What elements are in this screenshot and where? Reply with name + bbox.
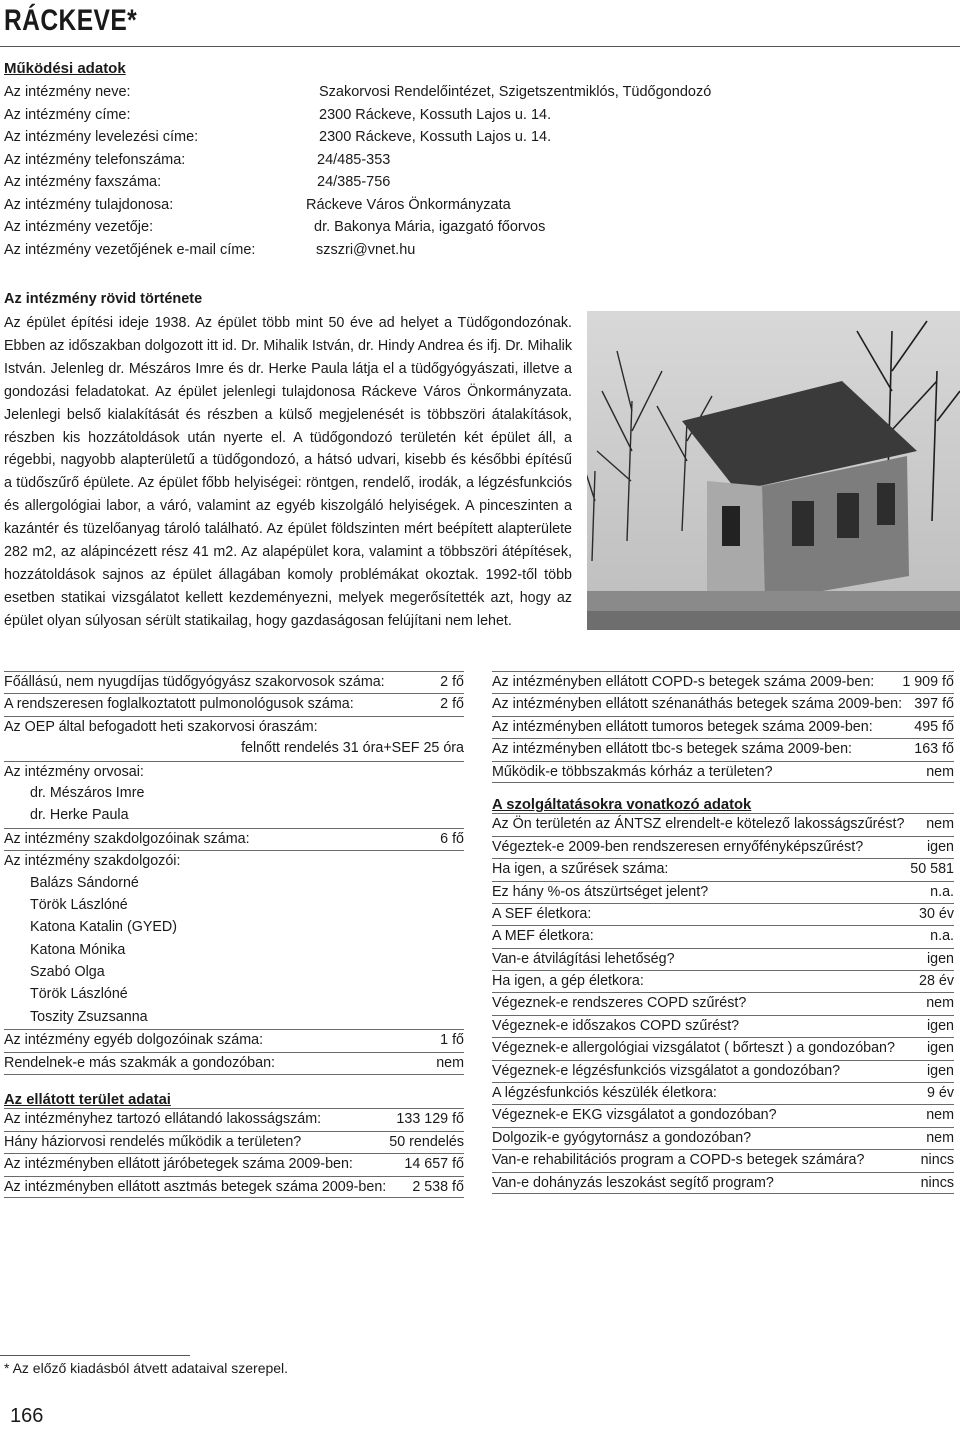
row-value: 1 fő	[440, 1032, 464, 1049]
info-value: 24/485-353	[317, 151, 391, 168]
row-label: Végeztek-e 2009-ben rendszeresen ernyőfényképszűrést?	[492, 838, 864, 855]
operational-data-section	[4, 60, 724, 261]
info-row-email	[4, 239, 724, 262]
service-row	[492, 813, 954, 835]
row-value: igen	[926, 1040, 954, 1057]
patients-row	[492, 716, 954, 738]
service-row	[492, 1082, 954, 1104]
row-value: 6 fő	[440, 830, 464, 847]
operational-data-title: Működési adatok	[4, 60, 126, 77]
specialist-item	[4, 873, 464, 895]
spacer	[4, 1074, 464, 1086]
row-label: Az intézményben ellátott tbc-s betegek száma 2009-ben:	[492, 741, 853, 758]
service-row	[492, 836, 954, 858]
row-label: Az intézmény szakdolgozóinak száma:	[4, 830, 250, 847]
info-label: Az intézmény faxszáma:	[4, 174, 162, 190]
specialist-name: Toszity Zsuzsanna	[30, 1008, 148, 1025]
doctor-item	[4, 783, 464, 805]
patients-row	[492, 671, 954, 693]
row-value: igen	[926, 838, 954, 855]
service-row	[492, 948, 954, 970]
row-value: felnőtt rendelés 31 óra+SEF 25 óra	[241, 740, 464, 757]
row-label: Az intézmény szakdolgozói:	[4, 853, 181, 870]
other-profession-row	[4, 1052, 464, 1074]
spacer	[492, 783, 954, 791]
row-label: A MEF életkora:	[492, 928, 594, 945]
info-row-mail-address	[4, 126, 724, 149]
row-value: nem	[926, 816, 954, 833]
row-label: Van-e átvilágítási lehetőség?	[492, 950, 675, 967]
building-photo	[587, 311, 960, 630]
row-label: Főállású, nem nyugdíjas tüdőgyógyász szakorvosok száma:	[4, 674, 385, 690]
specialist-item	[4, 895, 464, 917]
row-label: A légzésfunkciós készülék életkora:	[492, 1085, 717, 1102]
row-value: 397 fő	[914, 696, 954, 713]
row-label: Az intézményben ellátott COPD-s betegek száma 2009-ben:	[492, 674, 875, 690]
info-value: 24/385-756	[317, 174, 391, 190]
specialist-name: Szabó Olga	[30, 964, 105, 981]
service-row	[492, 1149, 954, 1171]
row-value: nincs	[920, 1174, 954, 1191]
right-column	[492, 671, 954, 1194]
row-label: Az intézmény egyéb dolgozóinak száma:	[4, 1032, 264, 1049]
doctor-item	[4, 805, 464, 827]
service-row	[492, 1060, 954, 1082]
row-value: 50 581	[910, 861, 954, 878]
row-value: igen	[926, 950, 954, 967]
specialist-item	[4, 1007, 464, 1029]
page-title: RÁCKEVE*	[4, 4, 138, 37]
info-value: 2300 Ráckeve, Kossuth Lajos u. 14.	[319, 106, 552, 123]
row-label: Az intézményben ellátott asztmás betegek száma 2009-ben:	[4, 1178, 387, 1195]
specialist-name: Katona Katalin (GYED)	[30, 919, 178, 936]
staff-row	[4, 671, 464, 693]
info-row-address	[4, 104, 724, 127]
row-value: 30 év	[919, 905, 954, 922]
service-row	[492, 1127, 954, 1149]
service-row	[492, 858, 954, 880]
row-value: nem	[926, 763, 954, 780]
row-value: 1 909 fő	[902, 674, 954, 690]
row-value: nem	[926, 995, 954, 1012]
row-value: nem	[436, 1054, 464, 1071]
history-section	[4, 290, 572, 633]
row-value: 163 fő	[914, 741, 954, 758]
row-value: 50 rendelés	[389, 1133, 464, 1150]
specialist-name: Balázs Sándorné	[30, 874, 139, 891]
services-section-title: A szolgáltatásokra vonatkozó adatok	[492, 796, 752, 813]
specialist-item	[4, 940, 464, 962]
info-label: Az intézmény levelezési címe:	[4, 129, 199, 145]
row-value: nem	[926, 1129, 954, 1146]
row-label: Van-e rehabilitációs program a COPD-s betegek számára?	[492, 1152, 865, 1169]
row-label: Van-e dohányzás leszokást segítő program?	[492, 1174, 774, 1191]
specialist-item	[4, 917, 464, 939]
doctors-row	[4, 761, 464, 783]
page-number: 166	[10, 1405, 44, 1427]
service-row	[492, 903, 954, 925]
doctor-name: dr. Herke Paula	[30, 807, 129, 824]
specialist-name: Török Lászlóné	[30, 986, 128, 1003]
footnote: * Az előző kiadásból átvett adataival szerepel.	[4, 1360, 289, 1376]
specialists-count-row	[4, 828, 464, 850]
row-label: Végeznek-e EKG vizsgálatot a gondozóban?	[492, 1107, 777, 1124]
oep-row	[4, 716, 464, 738]
row-value: igen	[926, 1017, 954, 1034]
row-label: Az intézmény orvosai:	[4, 763, 144, 780]
service-row	[492, 970, 954, 992]
row-label: Ha igen, a gép életkora:	[492, 973, 644, 990]
patients-row	[492, 738, 954, 760]
row-label: Végeznek-e időszakos COPD szűrést?	[492, 1017, 740, 1034]
patients-row	[492, 761, 954, 783]
specialist-name: Török Lászlóné	[30, 896, 128, 913]
row-value: 133 129 fő	[396, 1111, 464, 1128]
other-staff-row	[4, 1029, 464, 1051]
info-label: Az intézmény vezetőjének e-mail címe:	[4, 241, 256, 258]
title-divider	[0, 46, 960, 47]
row-value: 9 év	[926, 1085, 954, 1102]
footnote-divider	[0, 1355, 190, 1356]
info-label: Az intézmény tulajdonosa:	[4, 196, 174, 213]
specialist-item	[4, 962, 464, 984]
row-label: Végeznek-e allergológiai vizsgálatot ( bőrteszt ) a gondozóban?	[492, 1040, 895, 1057]
history-text: Az épület építési ideje 1938. Az épület több mint 50 éve ad helyet a Tüdőgondozónak. Ebben az időszakban dolgozott itt id. Dr. Mihalik István, dr. Hindy Andrea és ifj. Dr. Mihalik István. Jelenleg dr. Mészáros Imre és dr. Herke Paula látja el a tüdőgyógyászati, illetve a gondozási feladatokat. Az épület jelenlegi tulajdonosa Ráckeve Város Önkormányzata. Jelenlegi belső kialakítását és részben a külső megjelenését is többszöri átalakítások, részben kis hozzátoldások után nyerte el. A tüdőgondozó területén két épület áll, a régebbi, nagyobb alapterületű a tüdőgondozó, a hátsó udvari, kisebb és későbbi építésű a tüdőszűrő épülete. Az épület főbb helyiségei: röntgen, rendelő, irodák, a légzésfunkciós és allergológiai labor, a váró, valamint az egyéb kiszolgáló helyiségek. A pinceszinten a kazántér és tüzelőanyag tároló található. Az épület földszinten mért beépített alapterülete 282 m2, az alápincézett rész 41 m2. Az alapépület kora, valamint a többszöri átépítések, hozzátoldások sajnos az épület állagában komoly problémákat okoztak. 1992-től több esetben statikai vizsgálatot kellett kezdeményezni, melyek megerősítették azt, hogy az épület olyan súlyosan sérült statikailag, hogy gazdaságosan felújítani nem lehet.	[4, 315, 572, 629]
row-label: Dolgozik-e gyógytornász a gondozóban?	[492, 1129, 752, 1146]
doctor-name: dr. Mészáros Imre	[30, 784, 145, 801]
row-value: 28 év	[919, 973, 954, 990]
info-label: Az intézmény címe:	[4, 106, 131, 123]
row-value: 495 fő	[914, 718, 954, 735]
row-label: Az intézményben ellátott járóbetegek száma 2009-ben:	[4, 1156, 353, 1173]
info-value: szszri@vnet.hu	[316, 241, 416, 258]
area-row	[4, 1131, 464, 1153]
history-title: Az intézmény rövid története	[4, 291, 203, 307]
row-label: Ez hány %-os átszürtséget jelent?	[492, 883, 709, 900]
info-label: Az intézmény vezetője:	[4, 219, 154, 235]
row-label: Végeznek-e légzésfunkciós vizsgálatot a gondozóban?	[492, 1062, 841, 1079]
row-value: igen	[926, 1062, 954, 1079]
info-label: Az intézmény neve:	[4, 84, 131, 100]
row-label: A SEF életkora:	[492, 905, 592, 922]
service-row	[492, 925, 954, 947]
row-label: Végeznek-e rendszeres COPD szűrést?	[492, 995, 747, 1012]
row-value: n.a.	[930, 883, 954, 900]
info-row-owner	[4, 194, 724, 217]
area-row	[4, 1108, 464, 1130]
info-row-phone	[4, 149, 724, 172]
info-row-director	[4, 216, 724, 239]
patients-row	[492, 693, 954, 715]
row-value: 2 538 fő	[412, 1178, 464, 1195]
info-label: Az intézmény telefonszáma:	[4, 151, 186, 168]
row-value: 2 fő	[440, 696, 464, 713]
info-value: Szakorvosi Rendelőintézet, Szigetszentmiklós, Tüdőgondozó	[319, 84, 712, 100]
service-row	[492, 1172, 954, 1194]
area-section-title: Az ellátott terület adatai	[4, 1092, 171, 1109]
row-label: Az intézményben ellátott szénanáthás betegek száma 2009-ben:	[492, 696, 903, 713]
info-value: Ráckeve Város Önkormányzata	[306, 196, 511, 213]
info-row-name	[4, 81, 724, 104]
row-label: Rendelnek-e más szakmák a gondozóban:	[4, 1054, 276, 1071]
row-label: Működik-e többszakmás kórház a területen?	[492, 763, 773, 780]
row-label: Az Ön területén az ÁNTSZ elrendelt-e kötelező lakosságszűrést?	[492, 816, 905, 833]
row-value: nincs	[920, 1152, 954, 1169]
row-label: Az intézményhez tartozó ellátandó lakosságszám:	[4, 1111, 322, 1128]
service-row	[492, 1037, 954, 1059]
row-value: nem	[926, 1107, 954, 1124]
row-label: Az OEP által befogadott heti szakorvosi óraszám:	[4, 718, 318, 735]
staff-row	[4, 693, 464, 715]
row-label: Hány háziorvosi rendelés működik a területen?	[4, 1133, 302, 1150]
area-row	[4, 1176, 464, 1198]
service-row	[492, 992, 954, 1014]
left-column	[4, 671, 464, 1198]
row-value: 2 fő	[440, 674, 464, 690]
specialist-name: Katona Mónika	[30, 941, 126, 958]
row-label: Az intézményben ellátott tumoros betegek száma 2009-ben:	[492, 718, 873, 735]
info-value: dr. Bakonya Mária, igazgató főorvos	[314, 219, 546, 235]
row-value: n.a.	[930, 928, 954, 945]
row-value: 14 657 fő	[404, 1156, 464, 1173]
oep-value-row	[4, 738, 464, 760]
row-label: Ha igen, a szűrések száma:	[492, 861, 669, 878]
service-row	[492, 1104, 954, 1126]
service-row	[492, 1015, 954, 1037]
specialists-row	[4, 850, 464, 872]
service-row	[492, 881, 954, 903]
area-row	[4, 1153, 464, 1175]
info-row-fax	[4, 171, 724, 194]
info-value: 2300 Ráckeve, Kossuth Lajos u. 14.	[319, 129, 552, 145]
specialist-item	[4, 984, 464, 1006]
row-label: A rendszeresen foglalkoztatott pulmonológusok száma:	[4, 696, 354, 713]
